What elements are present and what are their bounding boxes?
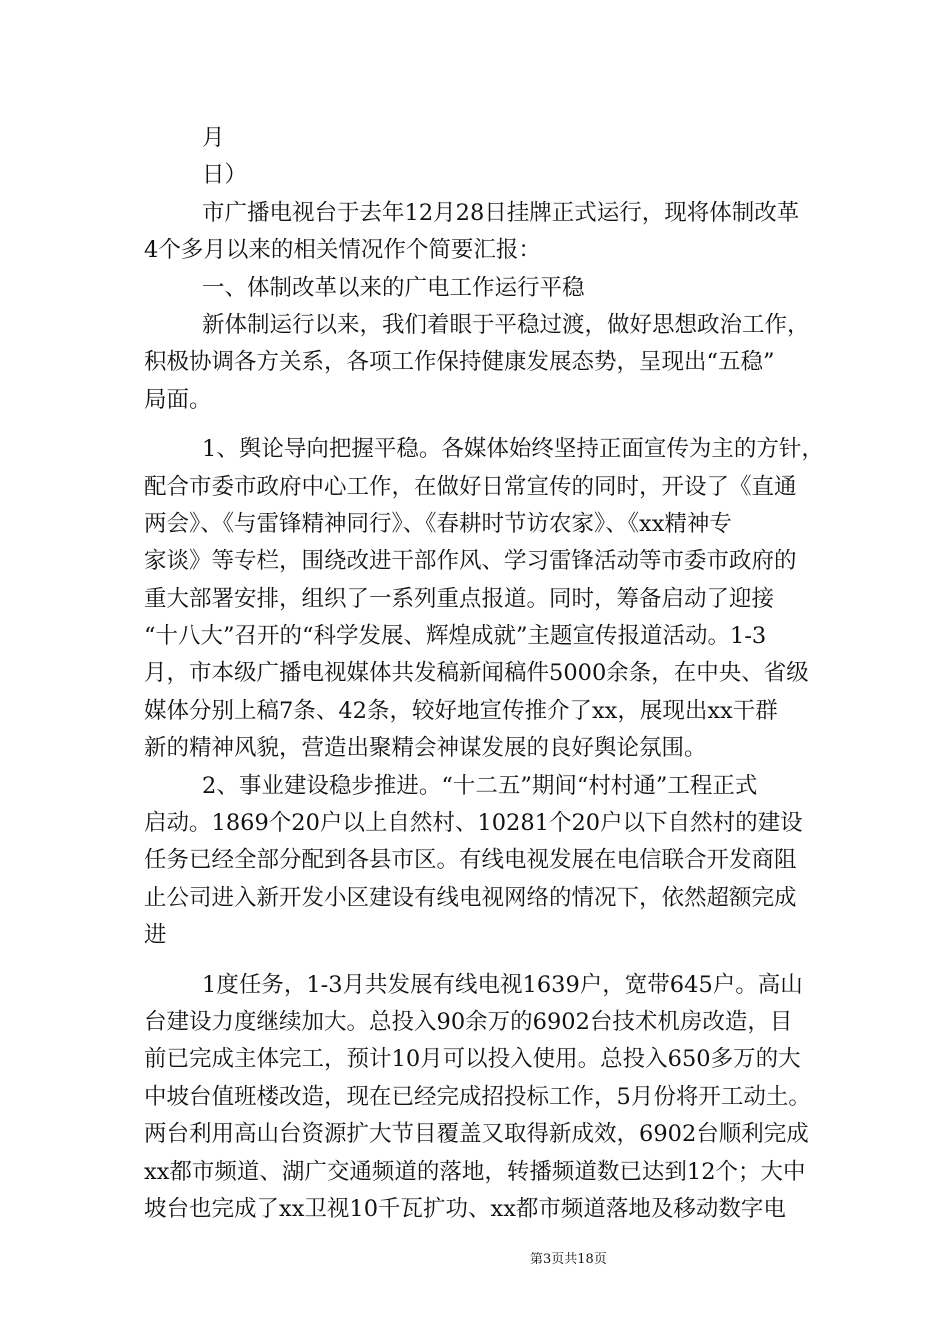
text-line: 止公司进入新开发小区建设有线电视网络的情况下，依然超额完成	[144, 884, 797, 911]
text-line: 两台利用高山台资源扩大节目覆盖又取得新成效，6902台顺利完成	[144, 1121, 809, 1148]
text-line: 1、舆论导向把握平稳。各媒体始终坚持正面宣传为主的方针，	[202, 436, 824, 463]
text-line: 两会》、《与雷锋精神同行》、《春耕时节访农家》、《xx精神专	[144, 510, 732, 537]
body-text	[144, 120, 824, 1228]
text-line: xx都市频道、湖广交通频道的落地，转播频道数已达到12个；大中	[144, 1158, 806, 1185]
text-line: 月，市本级广播电视媒体共发稿新闻稿件5000余条，在中央、省级	[144, 660, 809, 687]
text-line: 局面。	[144, 386, 212, 413]
text-line: 配合市委市政府中心工作，在做好日常宣传的同时，开设了《直通	[144, 473, 797, 500]
text-line: 月	[202, 125, 225, 151]
text-line: 市广播电视台于去年12月28日挂牌正式运行，现将体制改革	[202, 199, 800, 226]
text-line: 媒体分别上稿7条、42条，较好地宣传推介了xx，展现出xx干群	[144, 697, 778, 724]
text-line: 坡台也完成了xx卫视10千瓦扩功、xx都市频道落地及移动数字电	[144, 1195, 786, 1222]
text-line: “十八大”召开的“科学发展、辉煌成就”主题宣传报道活动。1-3	[144, 623, 767, 650]
text-line: 新的精神风貌，营造出聚精会神谋发展的良好舆论氛围。	[144, 735, 707, 762]
section-heading: 一、体制改革以来的广电工作运行平稳	[202, 274, 585, 301]
text-line: 前已完成主体完工，预计10月可以投入使用。总投入650多万的大	[144, 1046, 801, 1073]
text-line: 台建设力度继续加大。总投入90余万的6902台技术机房改造，目	[144, 1008, 793, 1035]
text-line: 新体制运行以来，我们着眼于平稳过渡，做好思想政治工作，	[202, 311, 810, 338]
text-line: 进	[144, 922, 167, 949]
text-line: 任务已经全部分配到各县市区。有线电视发展在电信联合开发商阻	[144, 847, 797, 874]
text-line: 2、事业建设稳步推进。“十二五”期间“村村通”工程正式	[202, 772, 758, 799]
text-line: 重大部署安排，组织了一系列重点报道。同时，筹备启动了迎接	[144, 585, 775, 612]
text-line: 家谈》等专栏，围绕改进干部作风、学习雷锋活动等市委市政府的	[144, 548, 797, 575]
text-line: 日）	[202, 162, 248, 189]
text-line: 启动。1869个20户以上自然村、10281个20户以下自然村的建设	[144, 810, 803, 837]
page-number: 第3页共18页	[530, 1252, 607, 1267]
text-line: 中坡台值班楼改造，现在已经完成招投标工作，5月份将开工动土。	[144, 1083, 811, 1110]
text-line: 4个多月以来的相关情况作个简要汇报：	[144, 237, 541, 264]
text-line: 积极协调各方关系，各项工作保持健康发展态势，呈现出“五稳”	[144, 349, 775, 376]
text-line: 1度任务，1-3月共发展有线电视1639户，宽带645户。高山	[202, 971, 803, 998]
